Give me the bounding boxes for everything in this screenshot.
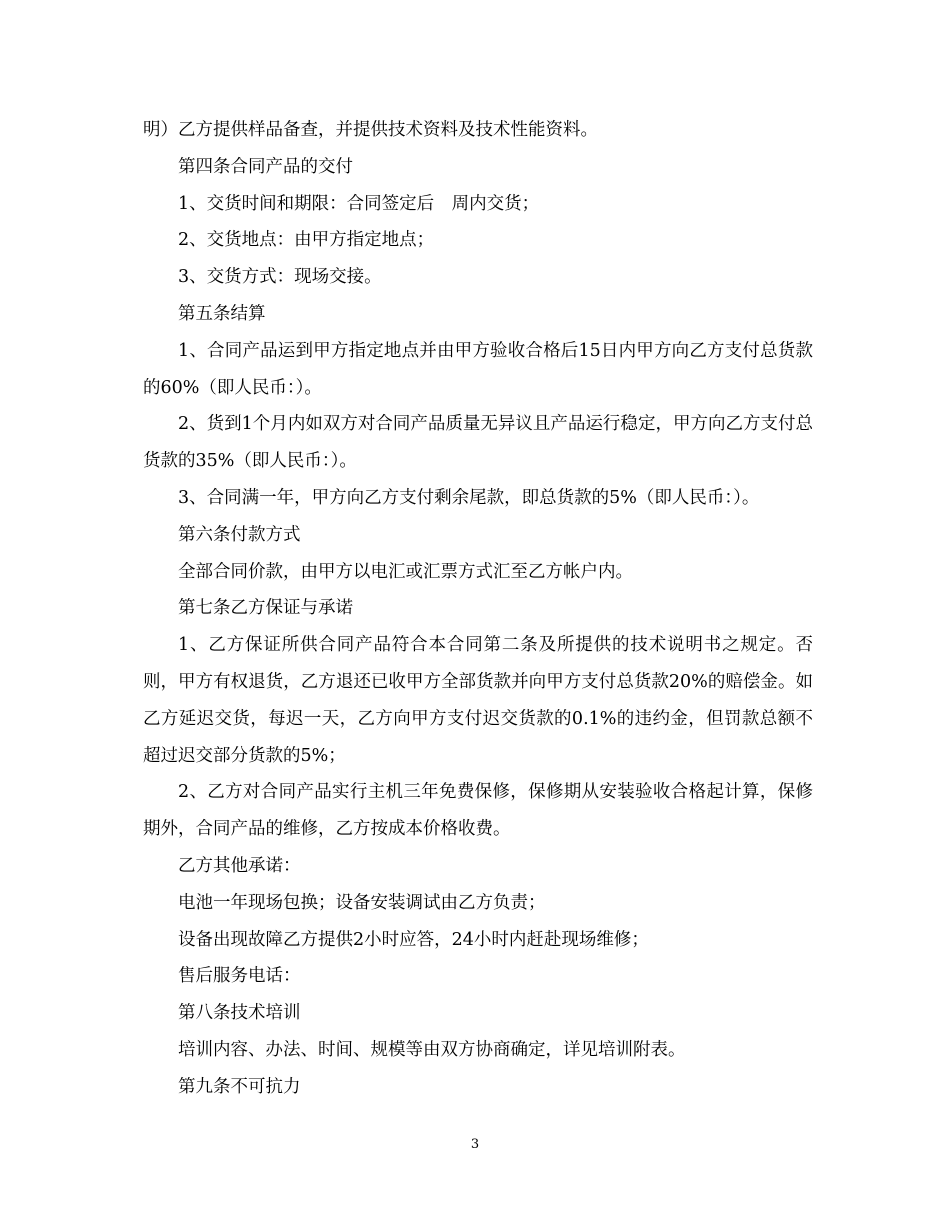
section-heading-payment: 第六条付款方式 <box>178 524 301 545</box>
section-heading-delivery: 第四条合同产品的交付 <box>178 156 353 177</box>
commitment-battery: 电池一年现场包换；设备安装调试由乙方负责； <box>178 892 546 913</box>
clause-settlement-third: 3、合同满一年，甲方向乙方支付剩余尾款，即总货款的5%（即人民币：）。 <box>178 487 760 508</box>
service-phone-label: 售后服务电话： <box>178 966 301 987</box>
clause-settlement-first: 1、合同产品运到甲方指定地点并由甲方验收合格后15日内甲方向乙方支付总货款的60%（即人民币：）。 <box>143 340 813 398</box>
section-heading-settlement: 第五条结算 <box>178 303 266 324</box>
clause-payment-method: 全部合同价款，由甲方以电汇或汇票方式汇至乙方帐户内。 <box>178 561 633 582</box>
clause-warranty-first: 1、乙方保证所供合同产品符合本合同第二条及所提供的技术说明书之规定。否则，甲方有权退货，乙方退还已收甲方全部货款并向甲方支付总货款20%的赔偿金。如乙方延迟交货，每迟一天，乙方向甲方支付迟交货款的0.1%的违约金，但罚款总额不超过迟交部分货款的5%； <box>143 635 813 766</box>
clause-training: 培训内容、办法、时间、规模等由双方协商确定，详见培训附表。 <box>178 1039 686 1060</box>
section-heading-force-majeure: 第九条不可抗力 <box>178 1076 301 1097</box>
section-heading-warranty: 第七条乙方保证与承诺 <box>178 598 353 619</box>
clause-delivery-method: 3、交货方式：现场交接。 <box>178 267 382 288</box>
clause-delivery-location: 2、交货地点：由甲方指定地点； <box>178 230 435 251</box>
clause-warranty-second: 2、乙方对合同产品实行主机三年免费保修，保修期从安装验收合格起计算，保修期外，合同产品的维修，乙方按成本价格收费。 <box>143 782 813 840</box>
paragraph-continuation: 明）乙方提供样品备查，并提供技术资料及技术性能资料。 <box>143 120 598 140</box>
document-body <box>143 112 813 1106</box>
section-heading-training: 第八条技术培训 <box>178 1003 301 1024</box>
clause-settlement-second: 2、货到1个月内如双方对合同产品质量无异议且产品运行稳定，甲方向乙方支付总货款的35%（即人民币：）。 <box>143 414 813 472</box>
commitment-response: 设备出现故障乙方提供2小时应答，24小时内赶赴现场维修； <box>178 929 649 950</box>
page-number: 3 <box>470 1137 480 1152</box>
clause-delivery-time: 1、交货时间和期限：合同签定后 周内交货； <box>178 193 540 214</box>
other-commitments-heading: 乙方其他承诺： <box>178 855 301 876</box>
